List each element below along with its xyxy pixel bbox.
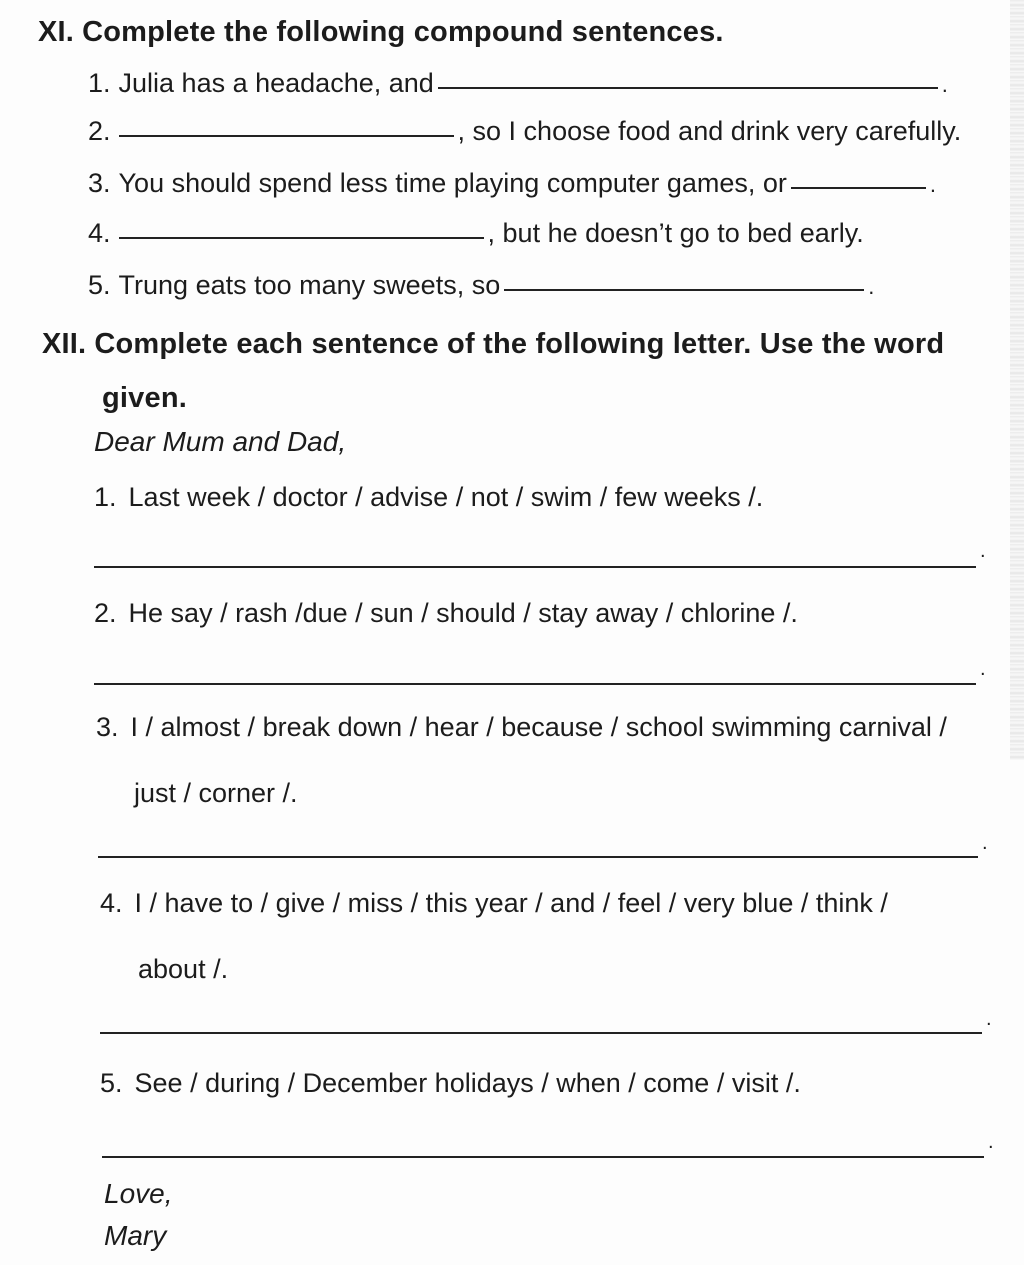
section-xii-heading [42, 328, 944, 361]
xi-item-4-blank[interactable] [119, 236, 484, 239]
xii-item-2-end-dot: . [980, 658, 986, 680]
xii-item-3-prompt: I / almost / break down / hear / because / school swimming carnival / [130, 712, 947, 742]
xi-item-3-text: You should spend less time playing computer games, or [118, 168, 787, 198]
xi-item-5-number: 5. [88, 270, 111, 300]
xi-item-1-text: Julia has a headache, and [118, 68, 434, 98]
xii-item-1-end-dot: . [980, 540, 986, 562]
xi-item-1-end-dot: . [941, 72, 948, 97]
letter-greeting: Dear Mum and Dad, [94, 426, 347, 457]
xii-item-4-prompt: I / have to / give / miss / this year / and / feel / very blue / think / [134, 888, 888, 918]
xii-item-4-end-dot: . [986, 1008, 992, 1030]
xii-item-5-end-dot: . [988, 1131, 994, 1153]
xi-item-3-blank[interactable] [791, 186, 926, 189]
xii-item-3 [96, 712, 947, 743]
xi-item-2-number: 2. [88, 116, 111, 146]
xi-item-5-blank[interactable] [504, 288, 864, 291]
xii-item-4-prompt-cont: about /. [138, 954, 229, 984]
xii-item-5-number: 5. [100, 1068, 123, 1098]
xi-item-2-text: , so I choose food and drink very carefully. [457, 116, 962, 146]
xi-item-5-text: Trung eats too many sweets, so [118, 270, 501, 300]
xi-item-1-blank[interactable] [438, 86, 938, 89]
xii-item-4-number: 4. [100, 888, 123, 918]
xi-item-4-text: , but he doesn’t go to bed early. [487, 218, 864, 248]
xii-item-5-answer-line[interactable] [102, 1156, 984, 1158]
xii-item-3-prompt-cont: just / corner /. [134, 778, 298, 808]
section-xi-number: XI. [38, 16, 75, 48]
xii-item-1-answer-line[interactable] [94, 566, 976, 568]
scan-edge-shadow [1010, 0, 1024, 760]
xi-item-3-number: 3. [88, 168, 111, 198]
section-xii-number: XII. [42, 328, 87, 360]
section-xii-title-line2: given. [102, 382, 187, 414]
xi-item-2 [88, 116, 961, 147]
section-xi-heading [38, 16, 724, 49]
xii-item-2 [94, 598, 798, 629]
xii-item-3-end-dot: . [982, 832, 988, 854]
section-xii-heading-cont [102, 382, 187, 415]
xii-item-3-cont [134, 778, 298, 809]
xi-item-5 [88, 270, 874, 301]
xi-item-3 [88, 168, 936, 199]
xi-item-5-end-dot: . [868, 274, 875, 299]
xii-item-4-answer-line[interactable] [100, 1032, 982, 1034]
xi-item-2-blank[interactable] [119, 134, 454, 137]
xii-item-5 [100, 1068, 801, 1099]
letter-closing: Love, [104, 1178, 173, 1209]
xii-item-4-cont [138, 954, 228, 985]
xii-item-1-number: 1. [94, 482, 117, 512]
xii-item-3-answer-line[interactable] [98, 856, 978, 858]
section-xi-title: Complete the following compound sentences. [82, 16, 724, 48]
xii-item-1-prompt: Last week / doctor / advise / not / swim / few weeks /. [128, 482, 764, 512]
xii-item-2-prompt: He say / rash /due / sun / should / stay away / chlorine /. [128, 598, 798, 628]
xii-item-1 [94, 482, 763, 513]
xi-item-3-end-dot: . [929, 172, 937, 197]
xi-item-4-number: 4. [88, 218, 111, 248]
xi-item-1 [88, 68, 948, 99]
xii-item-5-prompt: See / during / December holidays / when / come / visit /. [134, 1068, 801, 1098]
xii-item-2-answer-line[interactable] [94, 683, 976, 685]
xii-item-3-number: 3. [96, 712, 119, 742]
letter-signature: Mary [104, 1220, 167, 1251]
xii-item-2-number: 2. [94, 598, 117, 628]
xii-item-4 [100, 888, 888, 919]
xi-item-1-number: 1. [88, 68, 111, 98]
section-xii-title-line1: Complete each sentence of the following letter. Use the word [94, 328, 945, 360]
xi-item-4 [88, 218, 864, 249]
